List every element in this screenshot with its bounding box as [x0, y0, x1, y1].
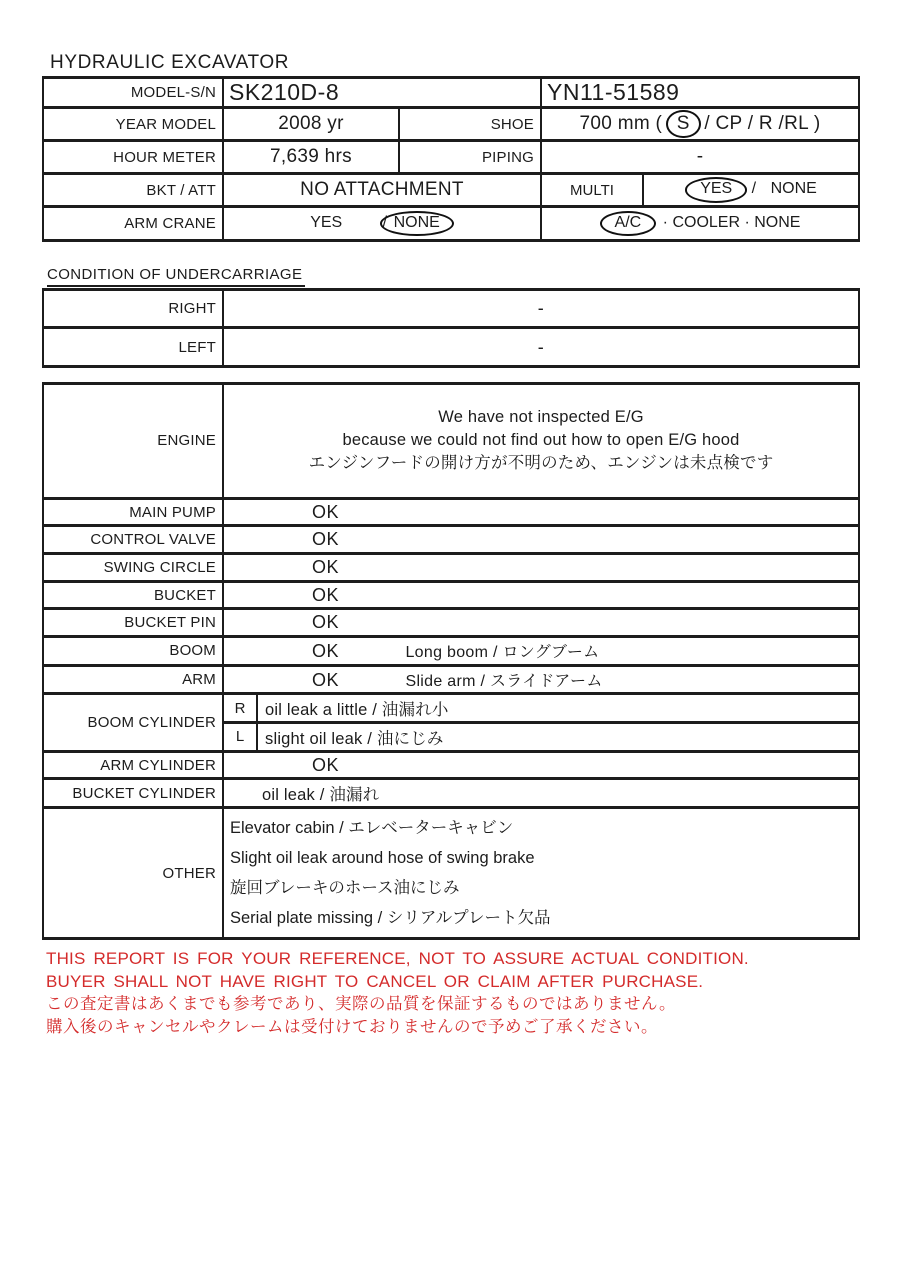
boom-cylinder-right-row: [43, 694, 859, 723]
boom-cylinder-r-value: oil leak a little / 油漏れ小: [257, 694, 859, 723]
engine-row: [43, 384, 859, 499]
main-pump-ok: OK: [312, 501, 340, 522]
boom-ok: OK: [312, 641, 340, 662]
ac-selection-ellipse: [600, 211, 657, 236]
arm-crane-value: [223, 207, 541, 241]
right-label: RIGHT: [43, 290, 223, 328]
engine-note-line2: because we could not find out how to open E/G hood: [342, 431, 740, 450]
bucket-pin-ok: OK: [312, 612, 340, 633]
disclaimer-line-4: 購入後のキャンセルやクレームは受付けておりませんので予めご了承ください。: [46, 1017, 658, 1036]
spec-table: [42, 76, 860, 242]
boom-cylinder-l-value: slight oil leak / 油にじみ: [257, 723, 859, 752]
arm-cylinder-ok: OK: [312, 754, 340, 775]
piping-value: -: [541, 141, 859, 174]
boom-cylinder-label: BOOM CYLINDER: [43, 694, 223, 751]
control-valve-row: [43, 526, 859, 554]
year-model-label: YEAR MODEL: [43, 108, 223, 141]
left-label: LEFT: [43, 328, 223, 367]
arm-cylinder-row: [43, 751, 859, 779]
shoe-label: SHOE: [399, 108, 541, 141]
arm-cylinder-value: [223, 751, 859, 779]
bucket-label: BUCKET: [43, 581, 223, 609]
boom-label: BOOM: [43, 637, 223, 666]
control-valve-label: CONTROL VALVE: [43, 526, 223, 554]
bucket-pin-label: BUCKET PIN: [43, 609, 223, 637]
undercarriage-right-row: [43, 290, 859, 328]
left-value: -: [223, 328, 859, 367]
arm-label: ARM: [43, 665, 223, 694]
other-value: [223, 808, 859, 939]
disclaimer-line-2: BUYER SHALL NOT HAVE RIGHT TO CANCEL OR CLAIM AFTER PURCHASE.: [46, 971, 704, 991]
engine-value: [223, 384, 859, 499]
swing-circle-value: [223, 554, 859, 582]
spec-row-hour-piping: [43, 141, 859, 174]
main-pump-row: [43, 498, 859, 526]
multi-value: [643, 174, 859, 207]
arm-crane-selection-ellipse: [380, 211, 454, 236]
multi-label: MULTI: [541, 174, 643, 207]
undercarriage-table: [42, 288, 860, 368]
spec-row-model: [43, 78, 859, 108]
serial-value: YN11-51589: [541, 78, 859, 108]
other-line-4: Serial plate missing / シリアルプレート欠品: [230, 909, 551, 928]
other-row: [43, 808, 859, 939]
bucket-ok: OK: [312, 584, 340, 605]
engine-note-line3: エンジンフードの開け方が不明のため、エンジンは未点検です: [308, 454, 774, 473]
disclaimer-line-1: THIS REPORT IS FOR YOUR REFERENCE, NOT TO ASSURE ACTUAL CONDITION.: [46, 949, 749, 968]
arm-value: [223, 665, 859, 694]
page-title: HYDRAULIC EXCAVATOR: [50, 52, 293, 79]
spec-row-armcrane-ac: [43, 207, 859, 241]
engine-note-line1: We have not inspected E/G: [438, 408, 644, 427]
swing-circle-row: [43, 554, 859, 582]
arm-cylinder-label: ARM CYLINDER: [43, 751, 223, 779]
bucket-pin-value: [223, 609, 859, 637]
hour-meter-value: 7,639 hrs: [223, 141, 399, 174]
shoe-value: [541, 108, 859, 141]
multi-yes-option: YES: [700, 180, 733, 198]
swing-circle-ok: OK: [312, 556, 340, 577]
arm-crane-none-option: NONE: [393, 213, 440, 231]
engine-label: ENGINE: [43, 384, 223, 499]
disclaimer-line-3: この査定書はあくまでも参考であり、実際の品質を保証するものではありません。: [46, 995, 676, 1013]
shoe-selection-ellipse: [666, 110, 701, 139]
arm-crane-separator: /: [382, 213, 388, 231]
other-label: OTHER: [43, 808, 223, 939]
shoe-value-suffix: / CP / R /RL ): [704, 112, 821, 134]
model-value: SK210D-8: [223, 78, 541, 108]
model-sn-label: MODEL-S/N: [43, 78, 223, 108]
other-line-1: Elevator cabin / エレベーターキャビン: [230, 819, 514, 838]
spec-row-bkt-multi: [43, 174, 859, 207]
piping-label: PIPING: [399, 141, 541, 174]
bucket-cylinder-value: oil leak / 油漏れ: [223, 779, 859, 808]
arm-row: [43, 665, 859, 694]
arm-ok: OK: [312, 670, 340, 691]
year-model-value: 2008 yr: [223, 108, 399, 141]
shoe-selected-option: S: [676, 112, 690, 134]
bucket-value: [223, 581, 859, 609]
boom-cylinder-l-tag: L: [223, 723, 257, 752]
control-valve-value: [223, 526, 859, 554]
boom-row: [43, 637, 859, 666]
undercarriage-left-row: [43, 328, 859, 367]
inspection-table: [42, 382, 860, 940]
bkt-att-value: NO ATTACHMENT: [223, 174, 541, 207]
control-valve-ok: OK: [312, 529, 340, 550]
bucket-cylinder-label: BUCKET CYLINDER: [43, 779, 223, 808]
bucket-pin-row: [43, 609, 859, 637]
main-pump-value: [223, 498, 859, 526]
multi-selection-ellipse: [685, 177, 747, 202]
multi-separator: /: [751, 180, 757, 198]
other-line-2: Slight oil leak around hose of swing brake: [230, 849, 535, 868]
ac-cooler-value: [541, 207, 859, 241]
hour-meter-label: HOUR METER: [43, 141, 223, 174]
multi-none-option: NONE: [770, 180, 817, 198]
other-line-3: 旋回ブレーキのホース油にじみ: [230, 879, 460, 898]
main-pump-label: MAIN PUMP: [43, 498, 223, 526]
bucket-cylinder-row: [43, 779, 859, 808]
bucket-row: [43, 581, 859, 609]
disclaimer: [46, 948, 749, 1038]
undercarriage-section-title: CONDITION OF UNDERCARRIAGE: [47, 266, 305, 287]
right-value: -: [223, 290, 859, 328]
swing-circle-label: SWING CIRCLE: [43, 554, 223, 582]
ac-option: A/C: [614, 213, 642, 231]
arm-crane-label: ARM CRANE: [43, 207, 223, 241]
boom-value: [223, 637, 859, 666]
arm-note: Slide arm / スライドアーム: [405, 673, 603, 691]
boom-cylinder-r-tag: R: [223, 694, 257, 723]
bkt-att-label: BKT / ATT: [43, 174, 223, 207]
shoe-value-prefix: 700 mm (: [579, 112, 663, 134]
ac-rest-options: · COOLER · NONE: [662, 213, 801, 231]
boom-note: Long boom / ロングブーム: [405, 644, 600, 662]
spec-row-year-shoe: [43, 108, 859, 141]
arm-crane-yes-option: YES: [310, 213, 343, 231]
